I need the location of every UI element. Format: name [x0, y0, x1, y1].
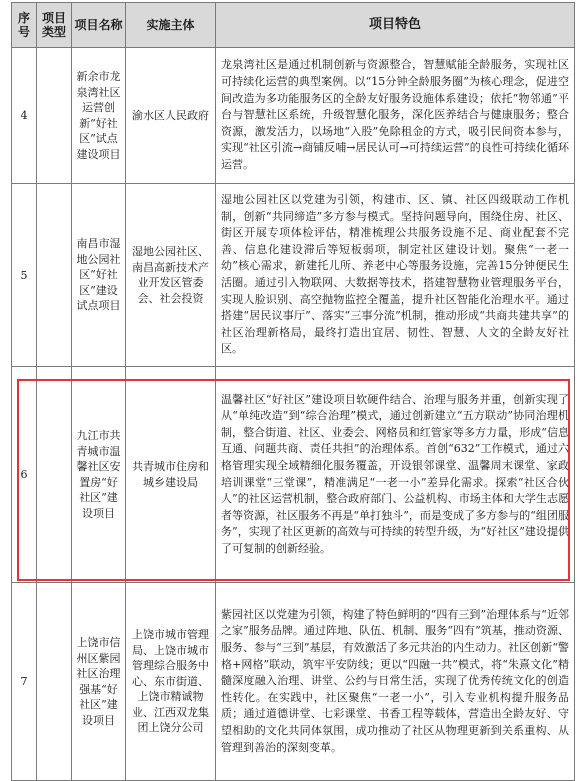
- row-number: 4: [12, 48, 37, 184]
- project-table: [11, 2, 575, 781]
- table-row: [12, 367, 575, 583]
- row-implementer: 渝水区人民政府: [126, 48, 216, 184]
- row-number: 6: [12, 367, 37, 583]
- table-row: [12, 48, 575, 184]
- row-feature: 湿地公园社区以党建为引领，构建市、区、镇、社区四级联动工作机制，创新“共同缔造”多方参与模式。坚持问题导向，围绕住房、社区、街区开展专项体检评估，精准梳理公共服务设施不足、商业配套不完善、信息化建设滞后等短板弱项，制定社区建设计划。聚焦“一老一幼”核心需求，新建托儿所、养老中心等服务设施，完善15分钟便民生活圈。通过引入物联网、大数据等技术，搭建智慧物业管理服务平台，实现人脸识别、高空抛物监控全覆盖，提升社区智能化治理水平。通过搭建“居民议事厅”、落实“三事分流”机制，推动形成“共商共建共享”的社区治理新格局，最终打造出宜居、韧性、智慧、人文的全龄友好社区。: [216, 184, 575, 367]
- row-project-name: 九江市共青城市温馨社区安置房“好社区”建设项目: [72, 367, 126, 583]
- row-type: [37, 583, 72, 781]
- row-number: 5: [12, 184, 37, 367]
- table-header-row: [12, 3, 575, 48]
- header-type: 项目类型: [37, 3, 72, 48]
- row-feature: 龙泉湾社区是通过机制创新与资源整合，智慧赋能全龄服务，实现社区可持续化运营的典型案例。以“15分钟全龄服务圈”为核心理念，促进空间改造为多功能服务区的全龄友好服务设施体系建设；依托“物邻通”平台与智慧社区系统，升级智慧化服务，深化医养结合与健康服务；整合资源，激发活力，以场地“入股”免除租金的方式，吸引民间资本参与，实现“社区引流→商铺反哺→居民认可→可持续运营”的良性可持续化循环运营。: [216, 48, 575, 184]
- row-project-name: 南昌市湿地公园社区“好社区”建设试点项目: [72, 184, 126, 367]
- row-implementer: 上饶市城市管理局、上饶市城市管理综合服务中心、东市街道、上饶市精诚物业、江西双龙集团上饶分公司: [126, 583, 216, 781]
- table-row: [12, 583, 575, 781]
- header-no: 序号: [12, 3, 37, 48]
- row-implementer: 共青城市住房和城乡建设局: [126, 367, 216, 583]
- row-type: [37, 367, 72, 583]
- row-type: [37, 48, 72, 184]
- header-feature: 项目特色: [216, 3, 575, 48]
- header-name: 项目名称: [72, 3, 126, 48]
- row-feature: 温馨社区“好社区”建设项目软硬件结合、治理与服务并重，创新实现了从“单纯改造”到“综合治理”模式，通过创新建立“五方联动”协同治理机制，整合街道、社区、业委会、网格员和红管家等多方力量，形成“信息互通、问题共商、责任共担”的治理体系。首创“632”工作模式，通过六格管理实现全域精细化服务覆盖，开设银邻课堂、温馨周末课堂、家政培训课堂“三堂课”，精准满足“一老一小”差异化需求。探索“社区合伙人”的社区运营机制，整合政府部门、公益机构、市场主体和大学生志愿者等资源，社区服务不再是“单打独斗”，而是变成了多方参与的“组团服务”，实现了社区更新的高效与可持续的转型升级，为“好社区”建设提供了可复制的创新经验。: [216, 367, 575, 583]
- table-row: [12, 184, 575, 367]
- row-implementer: 湿地公园社区、南昌高新技术产业开发区管委会、社会投资: [126, 184, 216, 367]
- row-project-name: 新余市龙泉湾社区运营创新“好社区”试点建设项目: [72, 48, 126, 184]
- header-subject: 实施主体: [126, 3, 216, 48]
- row-number: 7: [12, 583, 37, 781]
- row-feature: 紫园社区以党建为引领，构建了特色鲜明的“四有三到”治理体系与“近邻之家”服务品牌。通过阵地、队伍、机制、服务“四有”筑基，推动资源、服务、参与“三到”基层，有效激活了多元共治的内生动力。社区创新“警格+网格”联动，筑牢平安防线；更以“四融一共”模式，将“朱熹文化”精髓深度融入治理、讲堂、公约与日常生活，实现了优秀传统文化的创造性转化。在实践中，社区聚焦“一老一小”，引入专业机构提升服务品质；通过道德讲堂、七彩课堂、书香工程等载体，营造出全龄友好、守望相助的文化共同体氛围，成功推动了社区从物理更新到关系重构、从管理到善治的深刻变革。: [216, 583, 575, 781]
- row-type: [37, 184, 72, 367]
- row-project-name: 上饶市信州区紫园社区治理强基“好社区”建设项目: [72, 583, 126, 781]
